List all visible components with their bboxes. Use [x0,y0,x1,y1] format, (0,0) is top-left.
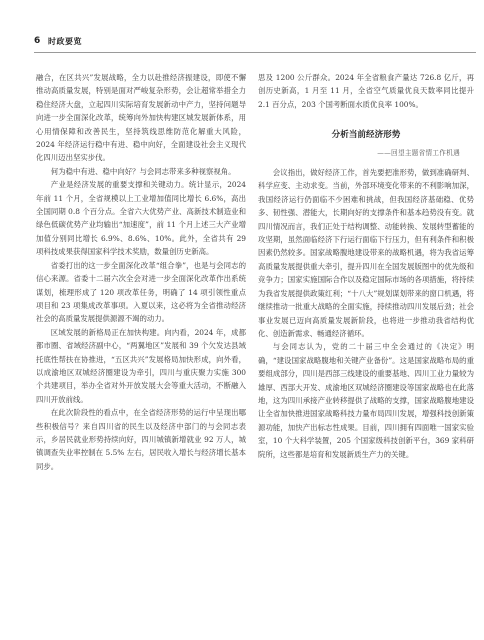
left-column [36,71,246,631]
section-title: 时政要览 [48,37,82,46]
page-header [34,36,474,50]
article-subtitle: ——回望主题省情工作机遇 [377,148,460,157]
paragraph: 会议指出，做好经济工作，首先要把准形势，做到准确研判、科学应变、主动求变。当前，外部环境变化带来的不利影响加深，我国经济运行仍面临不少困难和挑战，但我国经济基础稳、优势多、韧性强、潜能大，长期向好的支撑条件和基本趋势没有变。就四川情况而言，我们正处于结构调整、动能转换、发展转型蓄能的攻坚期，虽然面临经济下行运行面临下行压力，但有利条件和积极因素仍然较多。国家战略腹地建设带来的战略机遇，将为我省运筹高质量发展提供重大牵引，提升四川在全国发展版图中的优先级和竞争力；国家实施国际合作以及稳定国际市场的各项措施，将持续为我省发展提供政策红利；“十八大”规划谋划带来的窗口机遇，将继续推动一批重大战略的全面实施，持续推动四川发展后劲；社会事业发展已迈向高质量发展新阶段，也将进一步推动我省结构优化、创造新需求、畅通经济循环。 [258,168,474,338]
paragraph: 融合，在区共兴”发展战略，全力以赴推经济振建设，即使不懈推动高质量发展，特别是面对严峻复杂形势，会让超常举措全力稳住经济大盘，立起四川实际培育发展新动中产力，坚持问题导向进一步全面深化改革，统筹向外加快构建区城发展新体系，用心用情保障和改善民生，坚持筑线思维防范化解重大风险，2024 年经济运行稳中有进、稳中向好，全面建设社会主义现代化四川迈出坚实步伐。 [36,73,246,163]
article-title: 分析当前经济形势 [331,130,401,141]
paragraph: 区域发展的新格局正在加快构建。向内看，2024 年，成都都市圈、省域经济副中心，“两翼地区”发展和 39 个欠发达县域托底性帮扶在协推进，“五区共兴”发展格局加快形成，向外看，以成渝地区双城经济圈建设为牵引，四川与重庆聚力实施 300 个共建项目，举办全省对外开放发展大会等重大活动，不断融入四川开放前线。 [36,327,246,404]
page-number: 6 [34,36,41,46]
paragraph: 思及 1200 公斤群众。2024 年全省粮食产量达 726.8 亿斤，再创历史新高，1 月至 11 月，全省空气质量优良天数率同比提升 2.1 百分点，203 个国考断面水质优良率 100%。 [258,73,474,109]
paragraph: 在此次阶段性的看点中，在全省经济形势的运行中呈现出哪些积极信号？来自四川省的民生以及经济中部门的与会同志表示，乡居民就业形势持续向好，四川城镇新增就业 92 万人，城镇调查失业率控制在 5.5% 左右，居民收入增长与经济增长基本同步。 [36,408,246,471]
paragraph: 产业是经济发展的重要支撑和关键动力。统计显示，2024 年前 11 个月，全省规模以上工业增加值同比增长 6.6%，高出全国同期 0.8 个百分点。全省六大优势产业、高新技术制造业和绿色低碳优势产业均输出“加速度”，前 11 个月上述三大产业增加值分别同比增长 6.9%、8.6%、10%。此外，全省共有 29 项科技成果获得国家科学技术奖励，数量创历史新高。 [36,180,246,257]
right-column [258,71,474,631]
paragraph: 与会同志认为，党的二十届三中全会通过的《决定》明确，“建设国家战略腹地和关键产业备份”。这是国家战略布局的重要组成部分，四川是西部三线建设的重要基地、四川工业力量较为雄厚、西部大开发、成渝地区双城经济圈建设等国家战略也在此落地，这为四川承接产业转移提供了战略的支撑，国家战略腹地建设让全省加快推进国家战略科技力量布局四川发展，增强科技创新策源功能，加快产出标志性成果。目前，四川拥有四面唯一国家实验室，10 个大科学装置，205 个国家级科技创新平台，369 家科研院所，这些都是培育和发展新质生产力的关键。 [258,342,474,459]
paragraph: 省委打出的这一步全面深化改革“组合拳”，也是与会同志的信心来源。省委十二届六次全会对进一步全面深化改革作出系统谋划，梳理形成了 120 项改革任务，明确了 14 项引领性重点项目和 23 项集成改革事项。入夏以来，这必将为全省推动经济社会的高质量发展提供源源不竭的动力。 [36,260,246,324]
paragraph: 何为稳中有进、稳中向好？与会同志带来多种视察视角。 [50,166,236,176]
header-divider [34,52,476,53]
